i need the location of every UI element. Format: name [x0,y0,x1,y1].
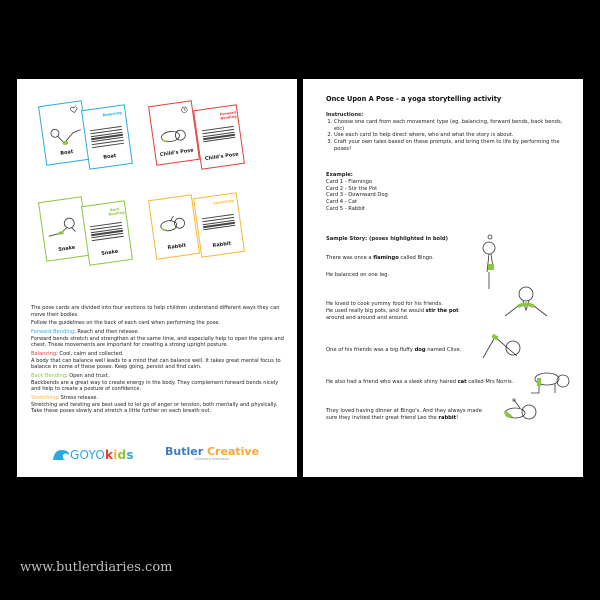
rabbit-pose-icon [500,398,540,424]
card-guideline-text [90,126,124,150]
example-card: Card 5 - Rabbit [326,205,365,212]
section-balancing-heading [31,351,287,358]
card-category: Balancing [102,110,123,118]
section-tagline: : Reach and then release. [74,329,140,336]
pose-highlight: cat [457,379,467,385]
story-text: named Clive. [425,347,462,353]
pose-highlight: rabbit [438,414,457,421]
activity-title: Once Upon A Pose - a yoga storytelling activity [326,95,502,103]
kids-letter: d [117,448,127,462]
flamingo-pose-icon [480,234,500,290]
example-card: Card 2 - Stir the Pot [326,185,378,192]
section-stretching-body: Stretching and twisting are best used to let go of anger or tension, both mentally and physically. Take these poses slowly and stretch a little further on each breath out. [31,401,278,415]
pose-card-boat-back [81,104,133,170]
sample-story-heading: Sample Story: (poses highlighted in bold) [326,236,448,242]
story-text: called Mrs Norris. [466,379,514,385]
guideline-paragraph: Follow the guidelines on the back of each card when performing the pose. [31,320,221,327]
pose-highlight: stir the pot [425,307,459,314]
rabbit-pose-figure-icon [154,212,192,237]
story-text: He used really big pots, and he would [326,307,426,314]
downward-dog-pose-icon [481,334,525,360]
card-guideline-text [90,222,124,243]
website-url: www.butlerdiaries.com [20,560,173,575]
section-tagline: : Open and trust. [65,373,110,380]
instruction-item: 1. Choose one card from each movement type (eg. balancing, forward bends, back bends, etc) [334,119,569,133]
instructions-block [326,112,569,153]
section-forward-bending-body: Forward bends stretch and strengthen at the same time, and especially help to open the spine and chest. These movements are important for creating a strong upright posture. [31,335,284,349]
card-title: Rabbit [167,242,187,252]
story-text: around and around and around. [326,314,409,321]
boat-pose-figure-icon [46,123,85,150]
example-card: Card 3 - Downward Dog [326,192,388,199]
card-title: Child's Pose [159,147,195,159]
clock-icon [180,106,188,114]
left-page-pose-cards [17,79,297,477]
card-guideline-text [202,214,236,232]
card-title: Snake [57,244,76,253]
kids-letter: k [105,448,114,462]
instruction-item: 2. Use each card to help direct where, who and what the story is about. [334,132,569,139]
section-name: Forward Bending [31,329,75,336]
heart-icon [69,106,78,114]
card-category: Forward Bending [219,110,237,121]
instruction-item: 3. Craft your own tales based on these prompts, and bring them to life by performing the poses! [334,139,569,153]
section-name: Stretching [31,395,58,402]
card-guideline-text [202,126,236,144]
story-text: ! [456,414,459,421]
instructions-heading: Instructions: [326,112,364,118]
pose-highlight: flamingo [373,255,399,261]
butler-word: Butler [165,445,204,458]
pose-card-childs-pose-back [193,104,245,170]
card-category: Back Bending [108,207,125,217]
story-line-balance: He balanced on one leg. [326,272,390,278]
story-text: called Bingo. [398,255,434,261]
section-tagline: : Stress release. [57,395,99,402]
section-name: Balancing [31,351,57,358]
butler-subtitle: childcare resources [195,457,229,461]
stir-the-pot-pose-icon [503,286,549,320]
story-line-stir-the-pot [326,301,459,321]
goyo-kids-logo [53,448,134,462]
section-name: Back Bending [31,373,66,380]
card-title: Snake [100,248,119,257]
example-heading: Example: [326,172,353,178]
story-text: They loved having dinner at Bingo's. And they always made [326,408,482,414]
pose-card-snake-back [81,200,133,266]
example-card: Card 1 - Flamingo [326,178,373,185]
story-line-rabbit [326,408,482,422]
card-title: Boat [59,148,74,157]
story-line-flamingo [326,255,434,262]
right-page-storytelling [303,79,583,477]
card-title: Boat [102,152,117,161]
story-text: There was once a [326,255,374,261]
story-text: sure they invited their great friend Leo the [326,414,439,421]
kids-letter: s [126,448,134,462]
story-text: He also had a friend who was a sleek shiny haired [326,379,458,385]
childs-pose-figure-icon [155,126,193,147]
pose-card-rabbit-back [193,192,245,258]
instructions-list [326,119,569,153]
story-line-dog [326,347,461,354]
card-title: Child's Pose [204,151,240,163]
example-block [326,172,569,213]
story-line-cat [326,379,513,386]
example-card: Card 4 - Cat [326,199,358,206]
wave-icon [53,449,70,460]
pose-card-rabbit-front [148,194,200,260]
goyo-text: GOYO [70,448,106,462]
creative-word: Creative [206,445,260,458]
card-title: Rabbit [212,240,232,250]
logos-row [35,444,279,468]
section-forward-bending-heading [31,329,287,336]
section-back-bending-heading [31,373,287,380]
story-text: One of his friends was a big fluffy [326,347,415,353]
section-stretching-heading [31,395,287,402]
pose-sections-text [31,305,287,417]
card-category: Stretching [212,198,235,206]
pose-highlight: dog [414,347,426,353]
snake-pose-figure-icon [44,214,83,243]
section-balancing-body: A body that can balance well leads to a mind that can balance well. It takes great mental focus to balance in some of these poses. Keep going, persist and find calm. [31,357,281,371]
kids-letter: i [113,448,118,462]
story-text: He loved to cook yummy food for his friends. [326,301,443,307]
section-back-bending-body: Backbends are a great way to create energy in the body. They complement forward bends nicely and help to create a posture of confidence. [31,379,279,393]
cat-pose-icon [529,371,571,395]
butler-creative-logo [165,445,259,461]
section-tagline: : Cool, calm and collected. [56,351,124,358]
intro-paragraph: The pose cards are divided into four sections to help children understand different ways they can move their bodies. [31,305,280,318]
